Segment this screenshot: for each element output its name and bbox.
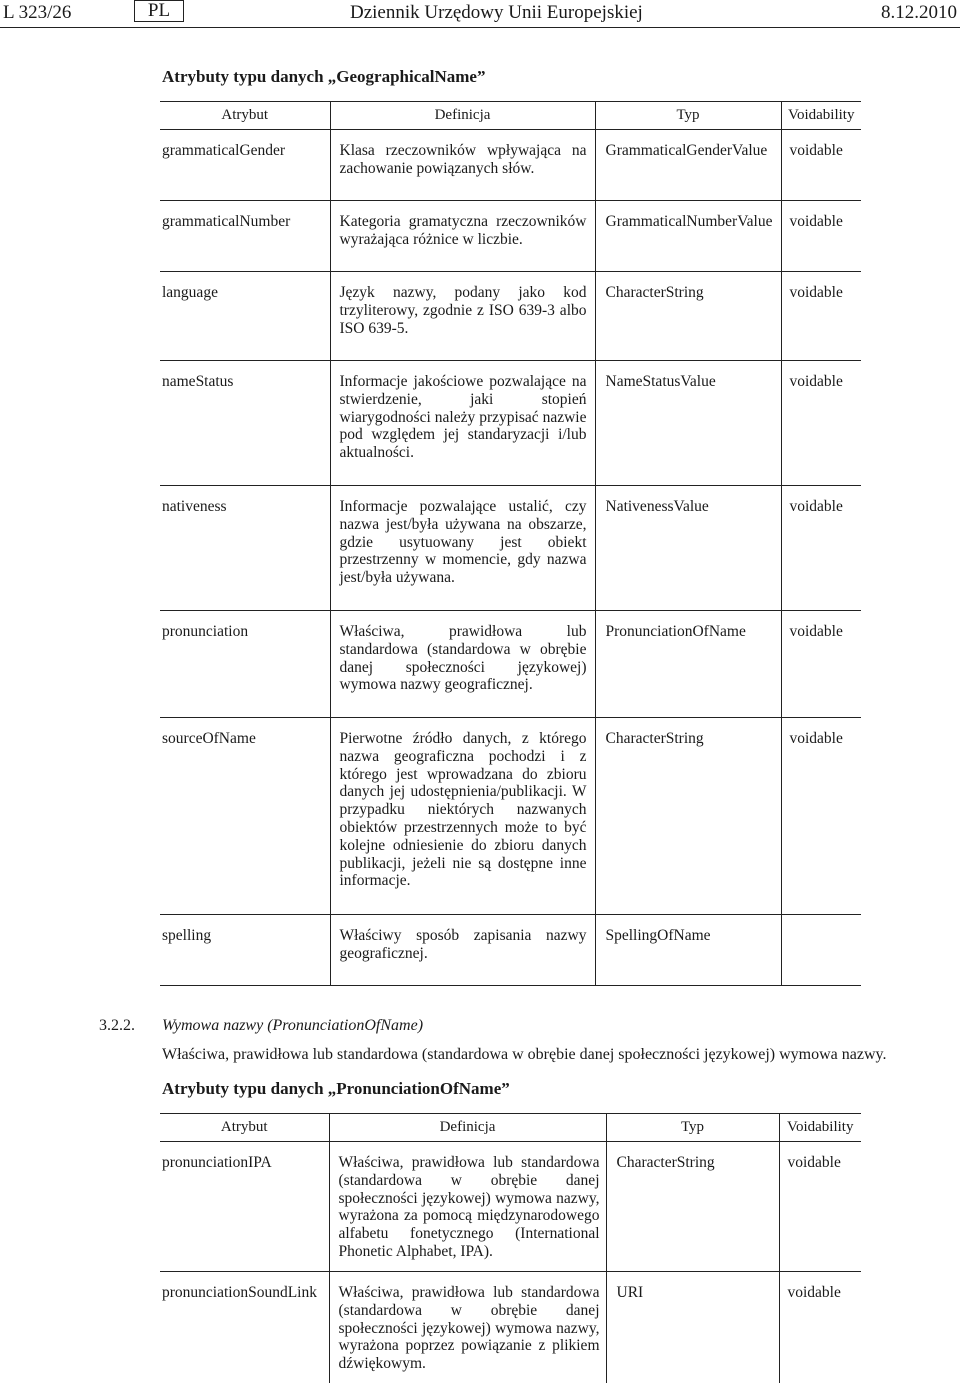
attribute-name: pronunciation — [160, 611, 330, 718]
table-row — [160, 130, 861, 201]
section-number: 3.2.2. — [99, 1017, 135, 1034]
attribute-type: URI — [606, 1272, 779, 1383]
table-row — [160, 361, 861, 486]
pronunciation-attributes-table — [160, 1113, 861, 1383]
attribute-definition: Właściwa, prawidłowa lub standardowa (standardowa w obrębie danej społeczności językowej) wymowa nazwy, wyrażona poprzez powiązanie z plikiem dźwiękowym. — [329, 1272, 606, 1383]
attribute-voidability: voidable — [781, 272, 861, 361]
attribute-voidability: voidable — [781, 718, 861, 915]
attribute-definition: Język nazwy, podany jako kod trzyliterowy, zgodnie z ISO 639-3 albo ISO 639-5. — [330, 272, 595, 361]
attribute-name: pronunciationIPA — [160, 1142, 329, 1272]
table-row — [160, 1272, 861, 1383]
attribute-name: sourceOfName — [160, 718, 330, 915]
attribute-voidability: voidable — [781, 361, 861, 486]
attribute-type: CharacterString — [595, 272, 781, 361]
attribute-voidability: voidable — [779, 1142, 861, 1272]
attribute-type: NameStatusValue — [595, 361, 781, 486]
attribute-type: GrammaticalGenderValue — [595, 130, 781, 201]
column-header-type: Typ — [595, 102, 781, 130]
attribute-definition: Właściwy sposób zapisania nazwy geograficznej. — [330, 915, 595, 986]
table-row — [160, 915, 861, 986]
column-header-type: Typ — [606, 1114, 779, 1142]
page-reference: L 323/26 — [3, 2, 72, 23]
table-row — [160, 272, 861, 361]
attribute-name: language — [160, 272, 330, 361]
language-badge: PL — [134, 0, 184, 22]
attribute-voidability: voidable — [781, 486, 861, 611]
journal-title: Dziennik Urzędowy Unii Europejskiej — [350, 2, 643, 23]
attribute-voidability: voidable — [781, 201, 861, 272]
attribute-definition: Informacje jakościowe pozwalające na stwierdzenie, jaki stopień wiarygodności należy przypisać nazwie pod względem jej standaryzacji i/lub aktualności. — [330, 361, 595, 486]
attribute-definition: Informacje pozwalające ustalić, czy nazwa jest/była używana na obszarze, gdzie usytuowany jest obiekt przestrzenny w momencie, gdy nazwa jest/była używana. — [330, 486, 595, 611]
section-paragraph: Właściwa, prawidłowa lub standardowa (standardowa w obrębie danej społeczności językowej) wymowa nazwy. — [162, 1046, 887, 1063]
attribute-name: nativeness — [160, 486, 330, 611]
attribute-type: GrammaticalNumberValue — [595, 201, 781, 272]
attribute-definition: Właściwa, prawidłowa lub standardowa (standardowa w obrębie danej społeczności językowej) wymowa nazwy geograficznej. — [330, 611, 595, 718]
table-row — [160, 718, 861, 915]
attribute-type: CharacterString — [595, 718, 781, 915]
column-header-attribute: Atrybut — [160, 102, 330, 130]
attribute-name: grammaticalGender — [160, 130, 330, 201]
table2-caption: Atrybuty typu danych „PronunciationOfName” — [162, 1079, 510, 1098]
attribute-definition: Pierwotne źródło danych, z którego nazwa geograficzna pochodzi i z którego jest wprowadzana do zbioru danych jej udostępnienia/publikacji. W przypadku niektórych nazwanych obiektów przestrzennych może to być kolejne odniesienie do zbioru danych publikacji, jeżeli nie są dostępne inne informacje. — [330, 718, 595, 915]
column-header-voidability: Voidability — [781, 102, 861, 130]
attribute-name: spelling — [160, 915, 330, 986]
table1-caption: Atrybuty typu danych „GeographicalName” — [162, 67, 486, 86]
attribute-name: pronunciationSoundLink — [162, 1284, 317, 1301]
attribute-name: nameStatus — [160, 361, 330, 486]
table-row — [160, 1142, 861, 1272]
attribute-voidability: voidable — [779, 1272, 861, 1383]
table-row — [160, 201, 861, 272]
table-row — [160, 611, 861, 718]
attribute-definition: Klasa rzeczowników wpływająca na zachowanie powiązanych słów. — [330, 130, 595, 201]
column-header-attribute: Atrybut — [160, 1114, 329, 1142]
column-header-voidability: Voidability — [779, 1114, 861, 1142]
attribute-type: NativenessValue — [595, 486, 781, 611]
attribute-type: CharacterString — [606, 1142, 779, 1272]
section-title: Wymowa nazwy (PronunciationOfName) — [162, 1017, 424, 1034]
column-header-definition: Definicja — [330, 102, 595, 130]
page-header — [0, 0, 960, 28]
column-header-definition: Definicja — [329, 1114, 606, 1142]
attribute-voidability — [781, 915, 861, 986]
publication-date: 8.12.2010 — [881, 2, 957, 23]
geographical-name-attributes-table — [160, 101, 861, 986]
attribute-voidability: voidable — [781, 611, 861, 718]
attribute-voidability: voidable — [781, 130, 861, 201]
table-header-row — [160, 102, 861, 130]
attribute-definition: Kategoria gramatyczna rzeczowników wyrażająca różnice w liczbie. — [330, 201, 595, 272]
attribute-type: SpellingOfName — [595, 915, 781, 986]
attribute-definition: Właściwa, prawidłowa lub standardowa (standardowa w obrębie danej społeczności językowej) wymowa nazwy, wyrażona za pomocą międzynarodowego alfabetu fonetycznego (International Phonetic Alphabet, IPA). — [329, 1142, 606, 1272]
attribute-type: PronunciationOfName — [595, 611, 781, 718]
table-header-row — [160, 1114, 861, 1142]
attribute-name: grammaticalNumber — [160, 201, 330, 272]
table-row — [160, 486, 861, 611]
